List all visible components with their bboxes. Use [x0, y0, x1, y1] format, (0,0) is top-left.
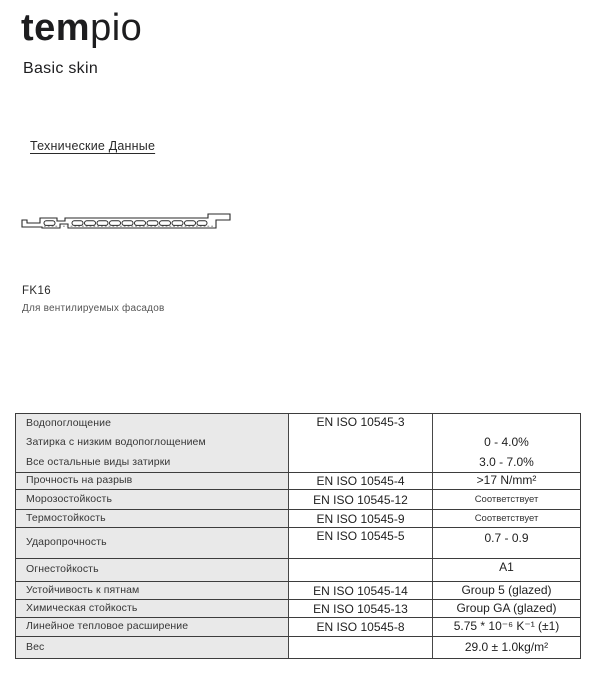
- standard-cell: EN ISO 10545-3: [289, 414, 433, 472]
- property-label-line: Линейное тепловое расширение: [26, 620, 189, 633]
- standard-cell: EN ISO 10545-8: [289, 618, 433, 636]
- table-row: [16, 559, 580, 582]
- property-label-cell: [16, 559, 289, 581]
- table-row: [16, 582, 580, 600]
- standard-cell: EN ISO 10545-9: [289, 510, 433, 527]
- property-label-line: Термостойкость: [26, 511, 106, 524]
- value-line: Соответствует: [474, 512, 539, 524]
- property-label-line: Ударопрочность: [26, 536, 107, 549]
- table-row: [16, 473, 580, 490]
- value-line: 0.7 - 0.9: [484, 531, 529, 545]
- product-line-subtitle: Basic skin: [23, 60, 99, 77]
- property-label-cell: [16, 618, 289, 636]
- product-description: Для вентилируемых фасадов: [22, 303, 165, 314]
- value-line: Group GA (glazed): [456, 600, 557, 615]
- standard-cell: EN ISO 10545-13: [289, 600, 433, 617]
- value-line: Group 5 (glazed): [461, 582, 552, 597]
- standard-cell: EN ISO 10545-4: [289, 473, 433, 489]
- panel-cross-section-drawing: [20, 212, 252, 244]
- table-row: [16, 600, 580, 618]
- property-label-cell: [16, 473, 289, 489]
- standard-cell: EN ISO 10545-5: [289, 528, 433, 558]
- value-line: Соответствует: [474, 493, 539, 505]
- property-label-cell: [16, 510, 289, 527]
- value-cell: [433, 473, 580, 489]
- value-cell: [433, 528, 580, 558]
- value-cell: [433, 637, 580, 658]
- value-line: >17 N/mm²: [476, 473, 537, 488]
- brand-logo-bold: tem: [21, 7, 91, 49]
- property-label-line: Химическая стойкость: [26, 601, 138, 614]
- standard-cell: [289, 637, 433, 658]
- standard-cell: [289, 559, 433, 581]
- standard-cell: EN ISO 10545-14: [289, 582, 433, 599]
- value-cell: [433, 510, 580, 527]
- property-label-line: Водопоглощение: [26, 416, 112, 429]
- value-cell: [433, 490, 580, 509]
- table-row: [16, 510, 580, 528]
- value-line: [505, 414, 508, 434]
- property-label-cell: [16, 582, 289, 599]
- value-cell: [433, 559, 580, 581]
- property-label-line: Морозостойкость: [26, 492, 113, 505]
- table-row: [16, 637, 580, 658]
- property-label-line: Огнестойкость: [26, 563, 99, 576]
- value-cell: [433, 600, 580, 617]
- property-label-line: Все остальные виды затирки: [26, 455, 171, 468]
- value-line: A1: [499, 559, 514, 574]
- value-cell: [433, 414, 580, 472]
- property-label-line: Прочность на разрыв: [26, 474, 133, 487]
- table-row: [16, 414, 580, 473]
- tech-table: [15, 413, 581, 659]
- standard-cell: EN ISO 10545-12: [289, 490, 433, 509]
- table-row: [16, 528, 580, 559]
- property-label-cell: [16, 528, 289, 558]
- value-line: 29.0 ± 1.0kg/m²: [464, 639, 549, 654]
- brand-logo: [21, 8, 142, 50]
- value-line: 5.75 * 10⁻⁶ K⁻¹ (±1): [453, 619, 560, 634]
- property-label-cell: [16, 600, 289, 617]
- property-label-line: Устойчивость к пятнам: [26, 583, 140, 596]
- brand-logo-light: pio: [90, 7, 143, 49]
- property-label-cell: [16, 490, 289, 509]
- value-cell: [433, 618, 580, 636]
- value-cell: [433, 582, 580, 599]
- product-code: FK16: [22, 285, 52, 297]
- property-label-line: Вес: [26, 640, 45, 653]
- value-line: 3.0 - 7.0%: [479, 454, 534, 469]
- property-label-line: Затирка с низким водопоглощением: [26, 436, 206, 449]
- table-row: [16, 618, 580, 637]
- value-line: 0 - 4.0%: [484, 435, 529, 450]
- table-row: [16, 490, 580, 510]
- property-label-cell: [16, 414, 289, 472]
- section-heading: Технические Данные: [30, 139, 156, 153]
- property-label-cell: [16, 637, 289, 658]
